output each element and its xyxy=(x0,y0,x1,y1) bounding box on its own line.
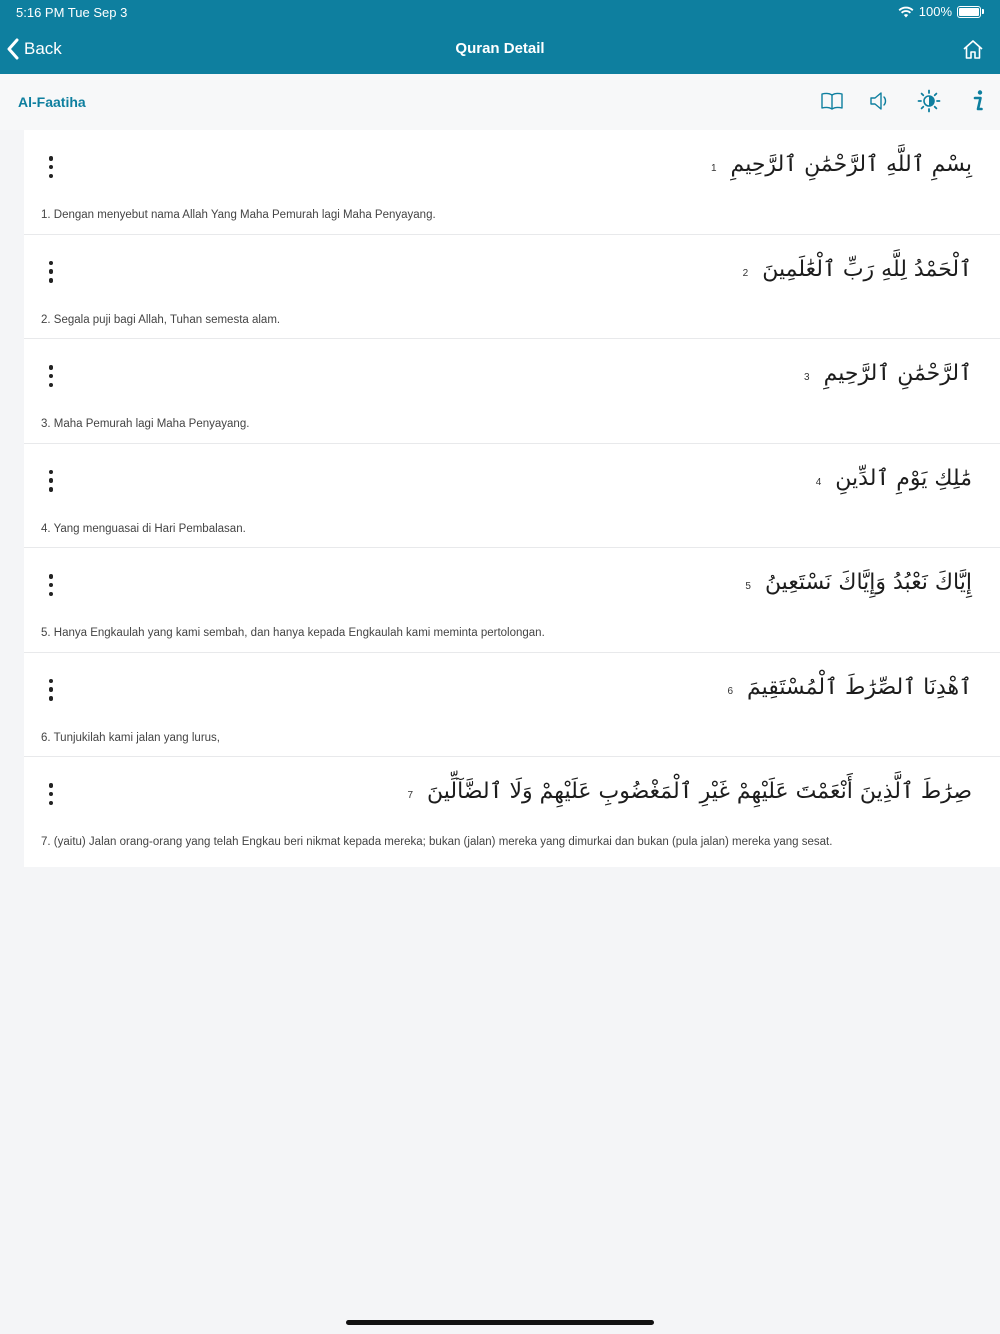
translation-text: 3. Maha Pemurah lagi Maha Penyayang. xyxy=(41,418,250,430)
more-dots-icon xyxy=(49,470,54,475)
verse-more-button[interactable] xyxy=(44,470,58,492)
verse-row xyxy=(24,339,1000,444)
verse-row xyxy=(24,548,1000,653)
translation-text: 7. (yaitu) Jalan orang-orang yang telah Engkau beri nikmat kepada mereka; bukan (jalan) mereka yang dimurkai dan bukan (pula jalan) mereka yang sesat. xyxy=(41,836,833,848)
translation-text: 2. Segala puji bagi Allah, Tuhan semesta alam. xyxy=(41,313,281,326)
arabic-text: صِرَٰطَ ٱلَّذِينَ أَنْعَمْتَ عَلَيْهِمْ غَيْرِ ٱلْمَغْضُوبِ عَلَيْهِمْ وَلَا ٱلضَّآلِّينَ xyxy=(427,779,972,804)
ayah-number: 4 xyxy=(815,476,822,488)
more-dots-icon xyxy=(49,679,54,684)
back-label: Back xyxy=(24,39,62,58)
translation-text: 4. Yang menguasai di Hari Pembalasan. xyxy=(41,522,246,535)
navigation-bar xyxy=(0,0,1000,74)
page-title: Quran Detail xyxy=(455,40,545,57)
verse-more-button[interactable] xyxy=(44,679,58,701)
brightness-icon xyxy=(917,89,941,113)
brightness-button[interactable] xyxy=(916,88,942,114)
ayah-number: 5 xyxy=(745,581,751,592)
status-indicators xyxy=(898,4,984,19)
verse-more-button[interactable] xyxy=(44,261,58,283)
speaker-icon xyxy=(868,90,892,112)
info-icon xyxy=(971,89,985,113)
verse-row xyxy=(24,757,1000,867)
arabic-text: ٱهْدِنَا ٱلصِّرَٰطَ ٱلْمُسْتَقِيمَ xyxy=(747,674,972,700)
ayah-number: 3 xyxy=(804,372,810,383)
home-button[interactable] xyxy=(962,38,984,65)
arabic-text: إِيَّاكَ نَعْبُدُ وَإِيَّاكَ نَسْتَعِينُ xyxy=(764,570,972,595)
more-dots-icon xyxy=(49,783,54,788)
status-time: 5:16 PM Tue Sep 3 xyxy=(16,5,128,20)
ayah-number: 6 xyxy=(727,685,733,697)
more-dots-icon xyxy=(49,574,54,579)
verse-row xyxy=(24,444,1000,549)
battery-icon xyxy=(957,6,981,18)
translation-text: 6. Tunjukilah kami jalan yang lurus, xyxy=(41,731,220,744)
verse-more-button[interactable] xyxy=(44,574,58,596)
ayah-number: 1 xyxy=(710,163,717,174)
verse-row xyxy=(24,235,1000,340)
book-icon xyxy=(820,91,844,111)
arabic-text: مَٰلِكِ يَوْمِ ٱلدِّينِ xyxy=(835,465,972,491)
read-mode-button[interactable] xyxy=(819,88,845,114)
verse-list xyxy=(24,130,1000,867)
battery-percent: 100% xyxy=(918,4,952,19)
ayah-number: 7 xyxy=(407,790,414,801)
arabic-text: ٱلرَّحْمَٰنِ ٱلرَّحِيمِ xyxy=(823,361,972,386)
verse-more-button[interactable] xyxy=(44,783,58,805)
verse-more-button[interactable] xyxy=(44,365,58,387)
verse-row xyxy=(24,653,1000,758)
home-indicator[interactable] xyxy=(346,1320,654,1325)
audio-button[interactable] xyxy=(867,88,893,114)
surah-name: Al-Faatiha xyxy=(18,94,86,110)
arabic-text: ٱلْحَمْدُ لِلَّهِ رَبِّ ٱلْعَٰلَمِينَ xyxy=(762,256,972,282)
ayah-number: 2 xyxy=(742,267,749,279)
translation-text: 1. Dengan menyebut nama Allah Yang Maha Pemurah lagi Maha Penyayang. xyxy=(41,209,436,221)
verse-more-button[interactable] xyxy=(44,156,58,178)
more-dots-icon xyxy=(49,156,54,161)
verse-row xyxy=(24,130,1000,235)
translation-text: 5. Hanya Engkaulah yang kami sembah, dan hanya kepada Engkaulah kami meminta pertolongan. xyxy=(41,627,545,639)
surah-toolbar xyxy=(0,74,1000,130)
more-dots-icon xyxy=(49,261,54,266)
arabic-text: بِسْمِ ٱللَّهِ ٱلرَّحْمَٰنِ ٱلرَّحِيمِ xyxy=(730,152,972,177)
more-dots-icon xyxy=(49,365,54,370)
home-icon xyxy=(962,38,984,60)
wifi-icon xyxy=(898,6,914,18)
info-button[interactable] xyxy=(965,88,991,114)
